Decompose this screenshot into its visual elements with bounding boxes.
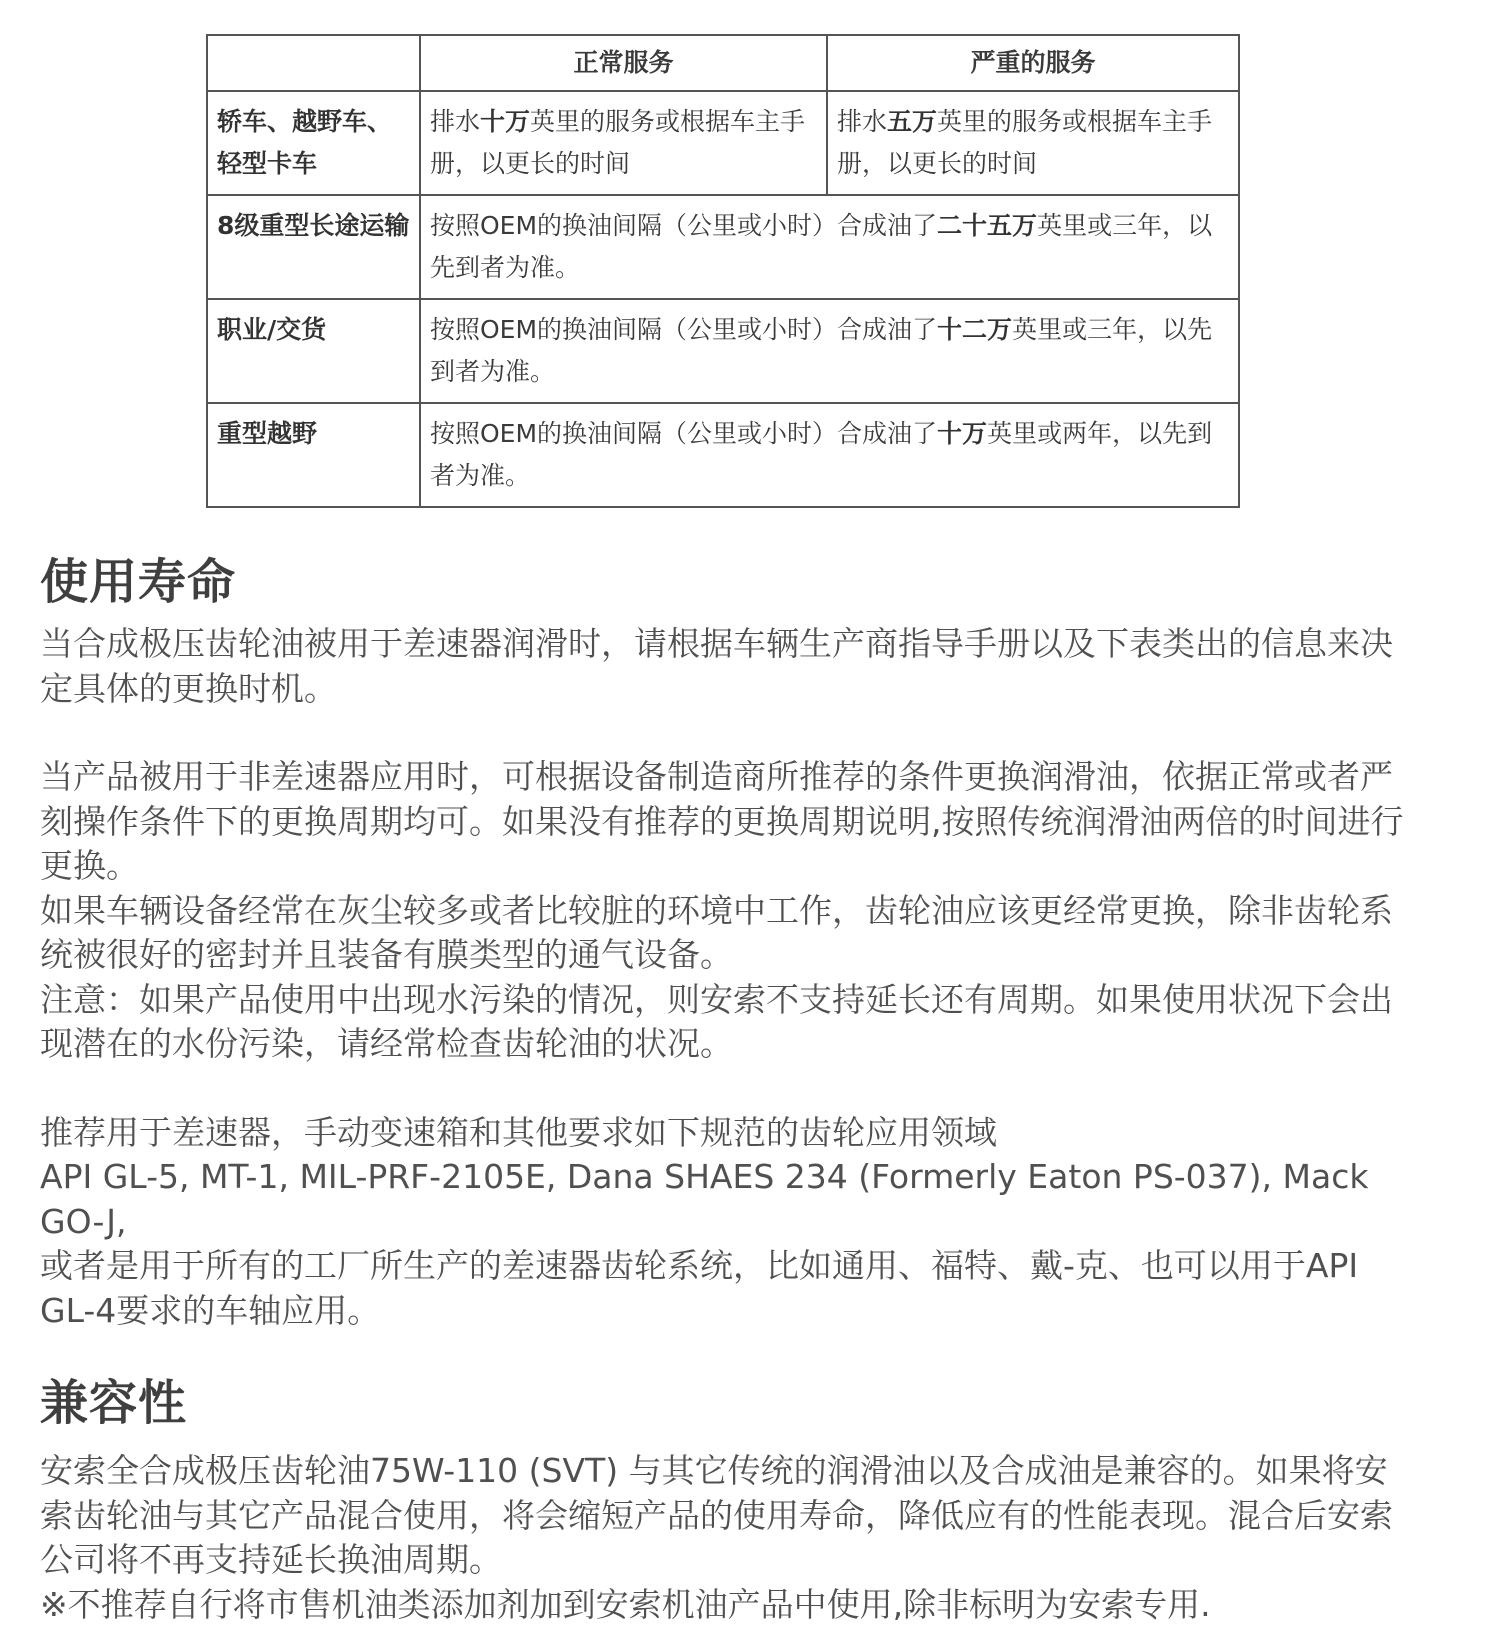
cell-text: 排水 [837,107,888,136]
cell-text: 按照OEM的换油间隔（公里或小时）合成油了 [430,315,938,344]
cell-text: 英里的服务或根据车主手册，以更长的时间 [430,107,806,178]
table-header-cell: 正常服务 [420,35,827,91]
paragraph: 或者是用于所有的工厂所生产的差速器齿轮系统，比如通用、福特、戴-克、也可以用于API GL-4要求的车轴应用。 [40,1246,1359,1330]
paragraph: 当合成极压齿轮油被用于差速器润滑时，请根据车辆生产商指导手册以及下表类出的信息来决定具体的更换时机。 [40,624,1393,708]
spacer [40,711,1460,755]
row-label: 8级重型长途运输 [207,195,420,299]
service-interval-table [206,34,1240,508]
section-title-life: 使用寿命 [40,554,237,610]
article-body [40,550,1460,1627]
cell-text: 英里或三年，以先到者为准。 [430,211,1213,282]
cell-emphasis: 十万 [937,419,988,448]
cell-text: 英里或三年，以先到者为准。 [430,315,1213,386]
spacer [40,1067,1460,1111]
cell-text: 排水 [430,107,481,136]
table-cell-merged [420,403,1239,507]
cell-emphasis: 十万 [480,107,531,136]
paragraph: 安索全合成极压齿轮油75W-110 (SVT) 与其它传统的润滑油以及合成油是兼容的。如果将安索齿轮油与其它产品混合使用，将会缩短产品的使用寿命，降低应有的性能表现。混合后安索公司将不再支持延长换油周期。 [40,1451,1393,1579]
table-header-cell: 严重的服务 [827,35,1239,91]
table-header-cell [207,35,420,91]
table-cell-merged [420,299,1239,403]
cell-text: 按照OEM的换油间隔（公里或小时）合成油了 [430,419,938,448]
paragraph: 注意：如果产品使用中出现水污染的情况，则安索不支持延长还有周期。如果使用状况下会出现潜在的水份污染，请经常检查齿轮油的状况。 [40,979,1393,1063]
spec-list: API GL-5, MT-1, MIL-PRF-2105E, Dana SHAES 234 (Formerly Eaton PS-037), Mack GO-J, [40,1157,1369,1241]
table-cell-merged [420,195,1239,299]
cell-text: 英里的服务或根据车主手册，以更长的时间 [837,107,1213,178]
table-row [207,403,1239,507]
service-interval-table-container [206,34,1238,508]
table-row [207,91,1239,195]
table-cell-normal [420,91,827,195]
table-cell-severe [827,91,1239,195]
table-header-row [207,35,1239,91]
section-title-compatibility: 兼容性 [40,1375,188,1431]
table-row [207,195,1239,299]
cell-emphasis: 五万 [887,107,938,136]
paragraph: 如果车辆设备经常在灰尘较多或者比较脏的环境中工作，齿轮油应该更经常更换，除非齿轮系统被很好的密封并且装备有膜类型的通气设备。 [40,890,1393,974]
cell-emphasis: 二十五万 [937,211,1038,240]
paragraph: 当产品被用于非差速器应用时，可根据设备制造商所推荐的条件更换润滑油，依据正常或者严刻操作条件下的更换周期均可。如果没有推荐的更换周期说明,按照传统润滑油两倍的时间进行更换。 [40,757,1404,885]
table-row [207,299,1239,403]
paragraph: 推荐用于差速器，手动变速箱和其他要求如下规范的齿轮应用领域 [40,1112,997,1152]
row-label: 职业/交货 [207,299,420,403]
note-paragraph: ※不推荐自行将市售机油类添加剂加到安索机油产品中使用,除非标明为安索专用. [40,1584,1211,1624]
cell-emphasis: 十二万 [937,315,1013,344]
row-label: 重型越野 [207,403,420,507]
row-label: 轿车、越野车、轻型卡车 [207,91,420,195]
cell-text: 按照OEM的换油间隔（公里或小时）合成油了 [430,211,938,240]
cell-text: 英里或两年，以先到者为准。 [430,419,1213,490]
